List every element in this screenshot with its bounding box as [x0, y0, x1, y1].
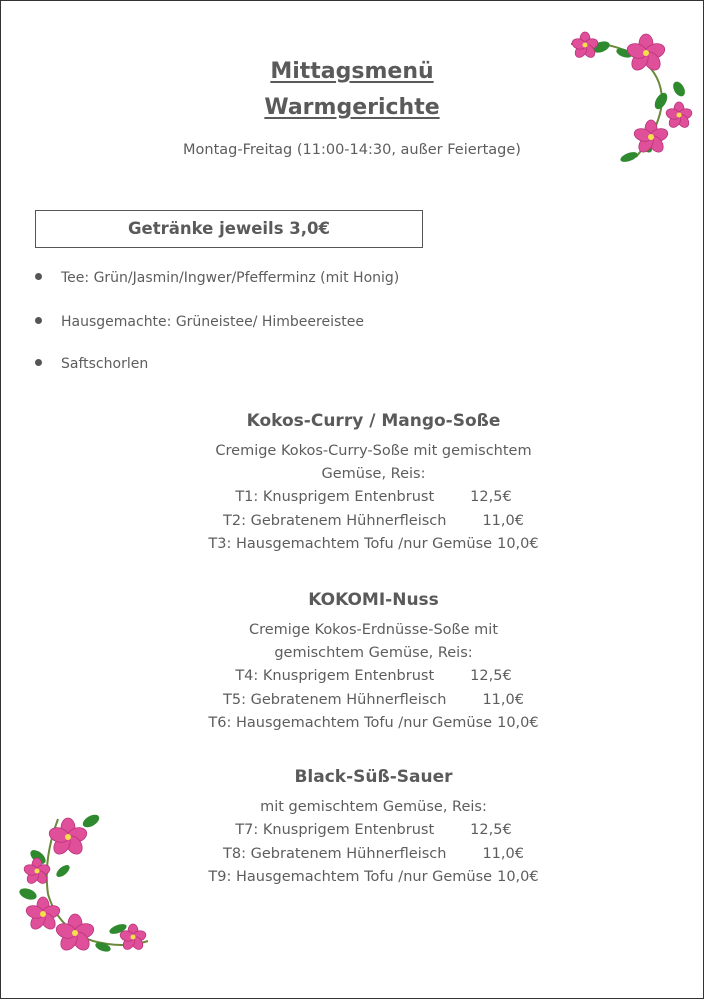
flower-branch-icon	[13, 809, 158, 959]
item-price: 12,5€	[470, 668, 512, 684]
item-price: 11,0€	[482, 845, 524, 862]
list-item	[35, 270, 399, 286]
menu-item	[201, 486, 546, 510]
item-name: T4: Knusprigem Entenbrust	[235, 668, 435, 684]
menu-title: Mittagsmenü	[270, 59, 434, 84]
description-line: Cremige Kokos-Curry-Soße mit gemischtem	[215, 443, 532, 459]
menu-section-black-suess-sauer	[201, 767, 546, 890]
flower-branch-icon	[561, 29, 701, 169]
opening-hours: Montag-Freitag (11:00-14:30, außer Feiertage)	[183, 142, 521, 158]
menu-item	[201, 510, 546, 534]
menu-item	[201, 665, 546, 689]
list-item	[35, 314, 364, 330]
item-price: 10,0€	[497, 869, 539, 885]
item-price: 10,0€	[497, 715, 539, 731]
item-name: T1: Knusprigem Entenbrust	[235, 489, 435, 505]
item-price: 11,0€	[482, 691, 524, 708]
menu-subtitle-heading: Warmgerichte	[264, 95, 440, 120]
drink-item-label: Tee: Grün/Jasmin/Ingwer/Pfefferminz (mit Honig)	[61, 270, 400, 286]
description-line: Cremige Kokos-Erdnüsse-Soße mit	[248, 622, 499, 638]
drinks-heading: Getränke jeweils 3,0€	[128, 219, 330, 238]
menu-item	[201, 533, 546, 557]
menu-item	[201, 819, 546, 843]
section-description	[201, 796, 546, 819]
menu-item	[201, 689, 546, 713]
item-name: T2: Gebratenem Hühnerfleisch	[223, 512, 447, 529]
bullet-icon	[35, 273, 42, 280]
drink-item-label: Saftschorlen	[61, 356, 149, 372]
description-line: mit gemischtem Gemüse, Reis:	[260, 799, 487, 815]
menu-section-kokos-curry	[201, 411, 546, 557]
item-price: 11,0€	[482, 512, 524, 529]
drinks-heading-box	[35, 210, 423, 248]
menu-section-kokomi-nuss	[201, 590, 546, 736]
item-name: T6: Hausgemachtem Tofu /nur Gemüse	[208, 715, 493, 731]
section-description	[201, 440, 546, 486]
list-item	[35, 356, 148, 372]
description-line: Gemüse, Reis:	[321, 466, 426, 482]
section-title: Kokos-Curry / Mango-Soße	[246, 411, 501, 431]
bullet-icon	[35, 317, 42, 324]
item-name: T3: Hausgemachtem Tofu /nur Gemüse	[208, 536, 493, 552]
item-price: 10,0€	[497, 536, 539, 552]
bullet-icon	[35, 359, 42, 366]
item-name: T5: Gebratenem Hühnerfleisch	[223, 691, 447, 708]
menu-item	[201, 843, 546, 867]
drink-item-label: Hausgemachte: Grüneistee/ Himbeereistee	[61, 314, 364, 330]
item-price: 12,5€	[470, 489, 512, 505]
item-name: T8: Gebratenem Hühnerfleisch	[223, 845, 447, 862]
description-line: gemischtem Gemüse, Reis:	[274, 645, 473, 661]
item-name: T9: Hausgemachtem Tofu /nur Gemüse	[208, 869, 493, 885]
item-name: T7: Knusprigem Entenbrust	[235, 822, 435, 838]
section-title: KOKOMI-Nuss	[308, 590, 439, 610]
item-price: 12,5€	[470, 822, 512, 838]
section-title: Black-Süß-Sauer	[294, 767, 453, 787]
section-description	[201, 619, 546, 665]
menu-item	[201, 866, 546, 890]
menu-item	[201, 712, 546, 736]
